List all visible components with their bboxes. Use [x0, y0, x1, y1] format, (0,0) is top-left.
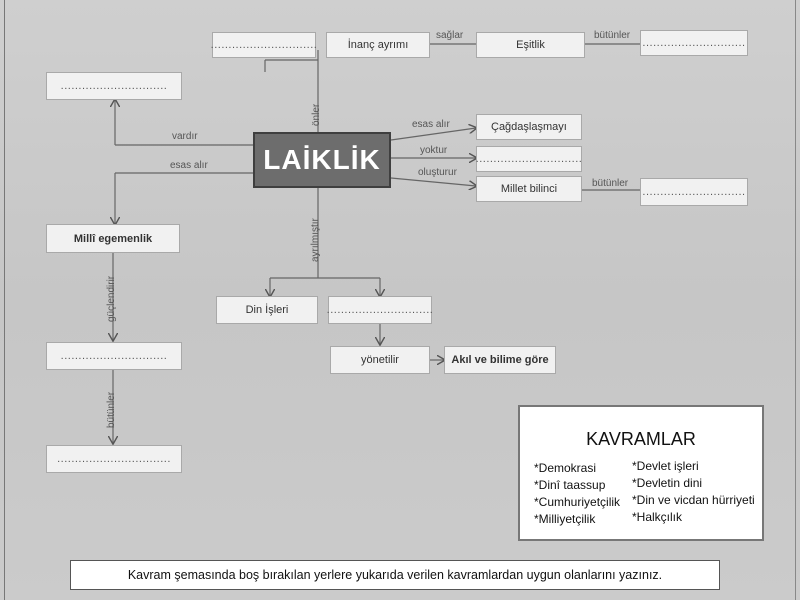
label-butunler-left: bütünler — [106, 391, 117, 428]
label-saglar: sağlar — [436, 30, 464, 41]
box-esitlik: Eşitlik — [476, 32, 585, 58]
blank-box-right-mid[interactable]: .............................. — [476, 146, 582, 172]
label-butunler-right: bütünler — [592, 178, 629, 189]
line-olusturur — [391, 178, 476, 186]
label-onler: önler — [311, 103, 322, 126]
blank-box-left-mid[interactable]: .............................. — [46, 342, 182, 370]
blank-box-left-top[interactable]: .............................. — [46, 72, 182, 100]
box-yonetilir: yönetilir — [330, 346, 430, 374]
label-olusturur: oluşturur — [418, 167, 457, 178]
label-vardir: vardır — [172, 131, 198, 142]
label-esas-alir-left: esas alır — [170, 160, 208, 171]
blank-box-mid[interactable]: .............................. — [328, 296, 432, 324]
box-millet-bilinci: Millet bilinci — [476, 176, 582, 202]
kavramlar-title: KAVRAMLAR — [586, 429, 696, 449]
instruction-text: Kavram şemasında boş bırakılan yerlere yukarıda verilen kavramlardan uygun olanlarını yazınız. — [70, 560, 720, 590]
kavram-item: *Milliyetçilik — [534, 512, 596, 526]
kavramlar-box — [518, 405, 764, 541]
label-yoktur: yoktur — [420, 145, 448, 156]
kavram-item: *Halkçılık — [632, 510, 683, 524]
kavram-item: *Devlet işleri — [632, 459, 699, 473]
blank-box-top-left[interactable]: .............................. — [212, 32, 316, 58]
box-akil-bilim: Akıl ve bilime göre — [444, 346, 556, 374]
kavram-item: *Devletin dini — [632, 476, 703, 490]
blank-box-left-bottom[interactable]: ................................ — [46, 445, 182, 473]
kavram-item: *Dinî taassup — [534, 478, 606, 492]
label-esas-alir-right: esas alır — [412, 119, 450, 130]
box-inanc-ayrimi: İnanç ayrımı — [326, 32, 430, 58]
label-ayrilmistir: ayrılmıştır — [310, 218, 321, 262]
box-cagdaslasmayi: Çağdaşlaşmayı — [476, 114, 582, 140]
label-guclendirir: güçlendirir — [106, 275, 117, 322]
kavram-item: *Demokrasi — [534, 461, 597, 475]
blank-box-right-low[interactable]: ............................. — [640, 178, 748, 206]
box-milli-egemenlik: Millî egemenlik — [46, 224, 180, 253]
kavram-item: *Cumhuriyetçilik — [534, 495, 621, 509]
kavram-item: *Din ve vicdan hürriyeti — [632, 493, 755, 507]
box-din-isleri: Din İşleri — [216, 296, 318, 324]
center-node-laiklik: LAİKLİK — [253, 132, 391, 188]
label-butunler-top: bütünler — [594, 30, 631, 41]
blank-box-top-right[interactable]: ............................. — [640, 30, 748, 56]
